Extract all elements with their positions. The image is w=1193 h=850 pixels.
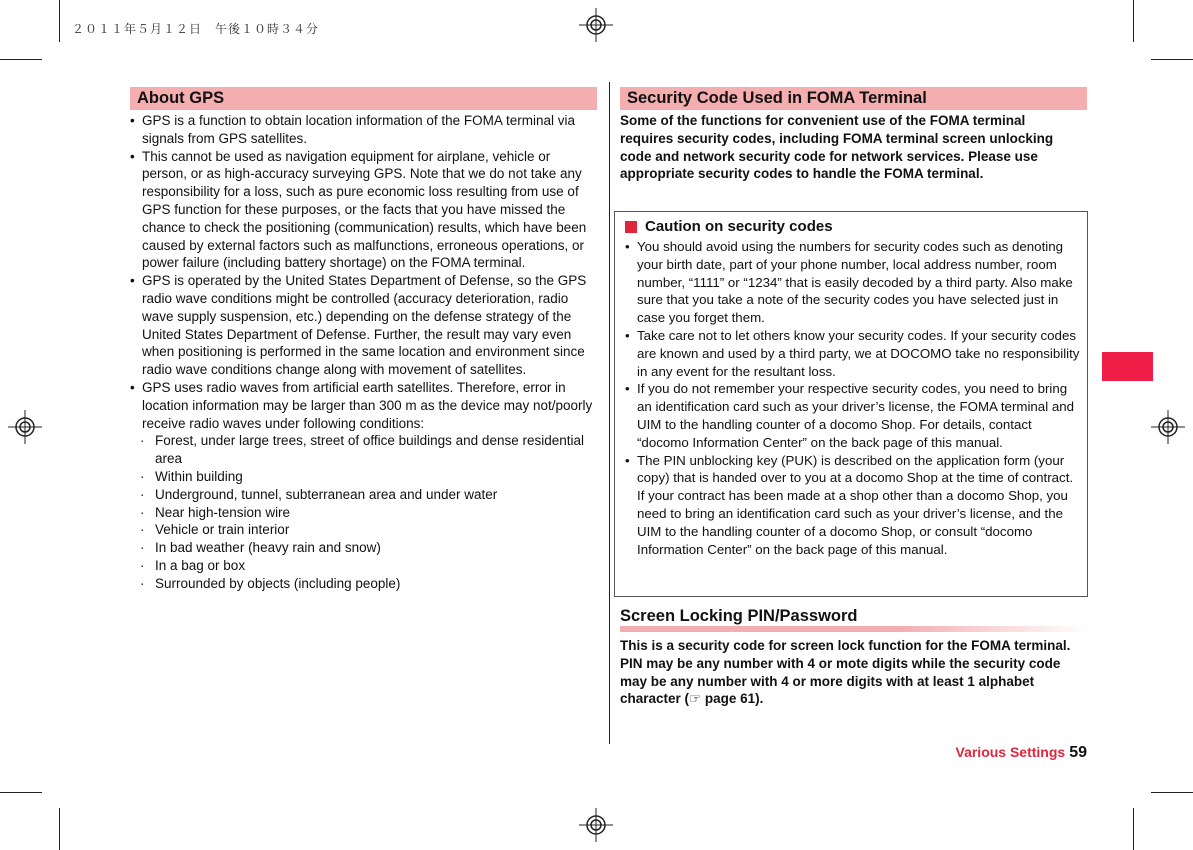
condition-item: · Vehicle or train interior [130,521,597,539]
footer-section-label: Various Settings [955,744,1066,760]
crop-mark [1133,0,1134,42]
caution-box [614,211,1088,597]
security-intro: Some of the functions for convenient use of the FOMA terminal requires security codes, including FOMA terminal screen unlocking code and network security code for network services. Please use appropriate security codes to handle the FOMA terminal. [620,113,1054,182]
list-item: • If you do not remember your respective security codes, you need to bring an identification card such as your driver’s license, the FOMA terminal and UIM to the handling counter of a docomo Shop. For details, contact “docomo Information Center” on the back page of this manual. [625,380,1081,451]
condition-item: · Near high-tension wire [130,504,597,522]
registration-mark-icon [1151,410,1185,444]
caution-square-icon [625,221,637,233]
screen-locking-text-main: This is a security code for screen lock function for the FOMA terminal. PIN may be any number with 4 or mote digits while the security code may be any number with 4 or more digits with at least 1 alphabet character ( [620,638,1071,707]
crop-mark [1133,808,1134,850]
registration-mark-icon [579,808,613,842]
page-number: 59 [1069,744,1087,761]
screen-locking-text-ref: page 61). [701,691,764,707]
list-item: • GPS is a function to obtain location information of the FOMA terminal via signals from GPS satellites. [130,112,597,148]
condition-item: · Within building [130,468,597,486]
list-item: • GPS uses radio waves from artificial earth satellites. Therefore, error in location information may be larger than 300 m as the device may not/poorly receive radio waves under following conditions: [130,379,597,432]
list-item: • Take care not to let others know your security codes. If your security codes are known and used by a third party, we at DOCOMO take no responsibility in any event for the resultant loss. [625,327,1081,380]
registration-mark-icon [579,8,613,42]
about-gps-content [130,112,597,593]
list-item: • The PIN unblocking key (PUK) is described on the application form (your copy) that is handed over to you at a docomo Shop at the time of contract. If your contract has been made at a shop other than a docomo Shop, you need to bring an identification card such as your driver’s license, and the UIM to the handling counter of a docomo Shop, or consult “docomo Information Center” on the back page of this manual. [625,452,1081,559]
condition-item: · Underground, tunnel, subterranean area and under water [130,486,597,504]
crop-mark [1151,792,1193,793]
section-heading-about-gps: About GPS [130,87,597,110]
condition-item: · In a bag or box [130,557,597,575]
condition-item: · In bad weather (heavy rain and snow) [130,539,597,557]
list-item: • GPS is operated by the United States Department of Defense, so the GPS radio wave conditions might be controlled (accuracy deterioration, radio wave supply suspension, etc.) depending on the defense strategy of the United States Department of Defense. Further, the result may vary even when positioning is performed in the same location and environment since radio wave conditions change along with movement of satellites. [130,272,597,379]
chapter-tab [1102,352,1153,381]
section-heading-security-code: Security Code Used in FOMA Terminal [620,87,1087,110]
crop-mark [0,792,42,793]
crop-mark [1151,59,1193,60]
caution-title-text: Caution on security codes [645,218,833,235]
screen-locking-text [620,637,1082,708]
print-timestamp: ２０１１年５月１２日 午後１０時３４分 [72,22,320,36]
crop-mark [59,0,60,42]
sub-heading-screen-locking: Screen Locking PIN/Password [620,607,858,625]
list-item: • You should avoid using the numbers for security codes such as denoting your birth date, part of your phone number, local address number, room number, “1111” or “1234” that is easily decoded by a third party. Also make sure that you take a note of the security codes you have selected just in case you forget them. [625,238,1081,327]
caution-list [625,238,1081,558]
condition-item: · Surrounded by objects (including people) [130,575,597,593]
column-divider [609,82,610,744]
caution-title [625,216,1079,238]
registration-mark-icon [8,410,42,444]
list-item: • This cannot be used as navigation equipment for airplane, vehicle or person, or as high-accuracy surveying GPS. Note that we do not take any responsibility for a loss, such as pure economic loss resulting from use of GPS function for these purposes, or the facts that you have missed the chance to check the positioning (communication) results, which have been caused by external factors such as malfunctions, erroneous operations, or power failure (including battery shortage) on the FOMA terminal. [130,148,597,273]
crop-mark [0,59,42,60]
page-reference-icon: ☞ [689,691,702,707]
condition-item: · Forest, under large trees, street of office buildings and dense residential area [130,432,597,468]
crop-mark [59,808,60,850]
page-footer [956,744,1088,762]
